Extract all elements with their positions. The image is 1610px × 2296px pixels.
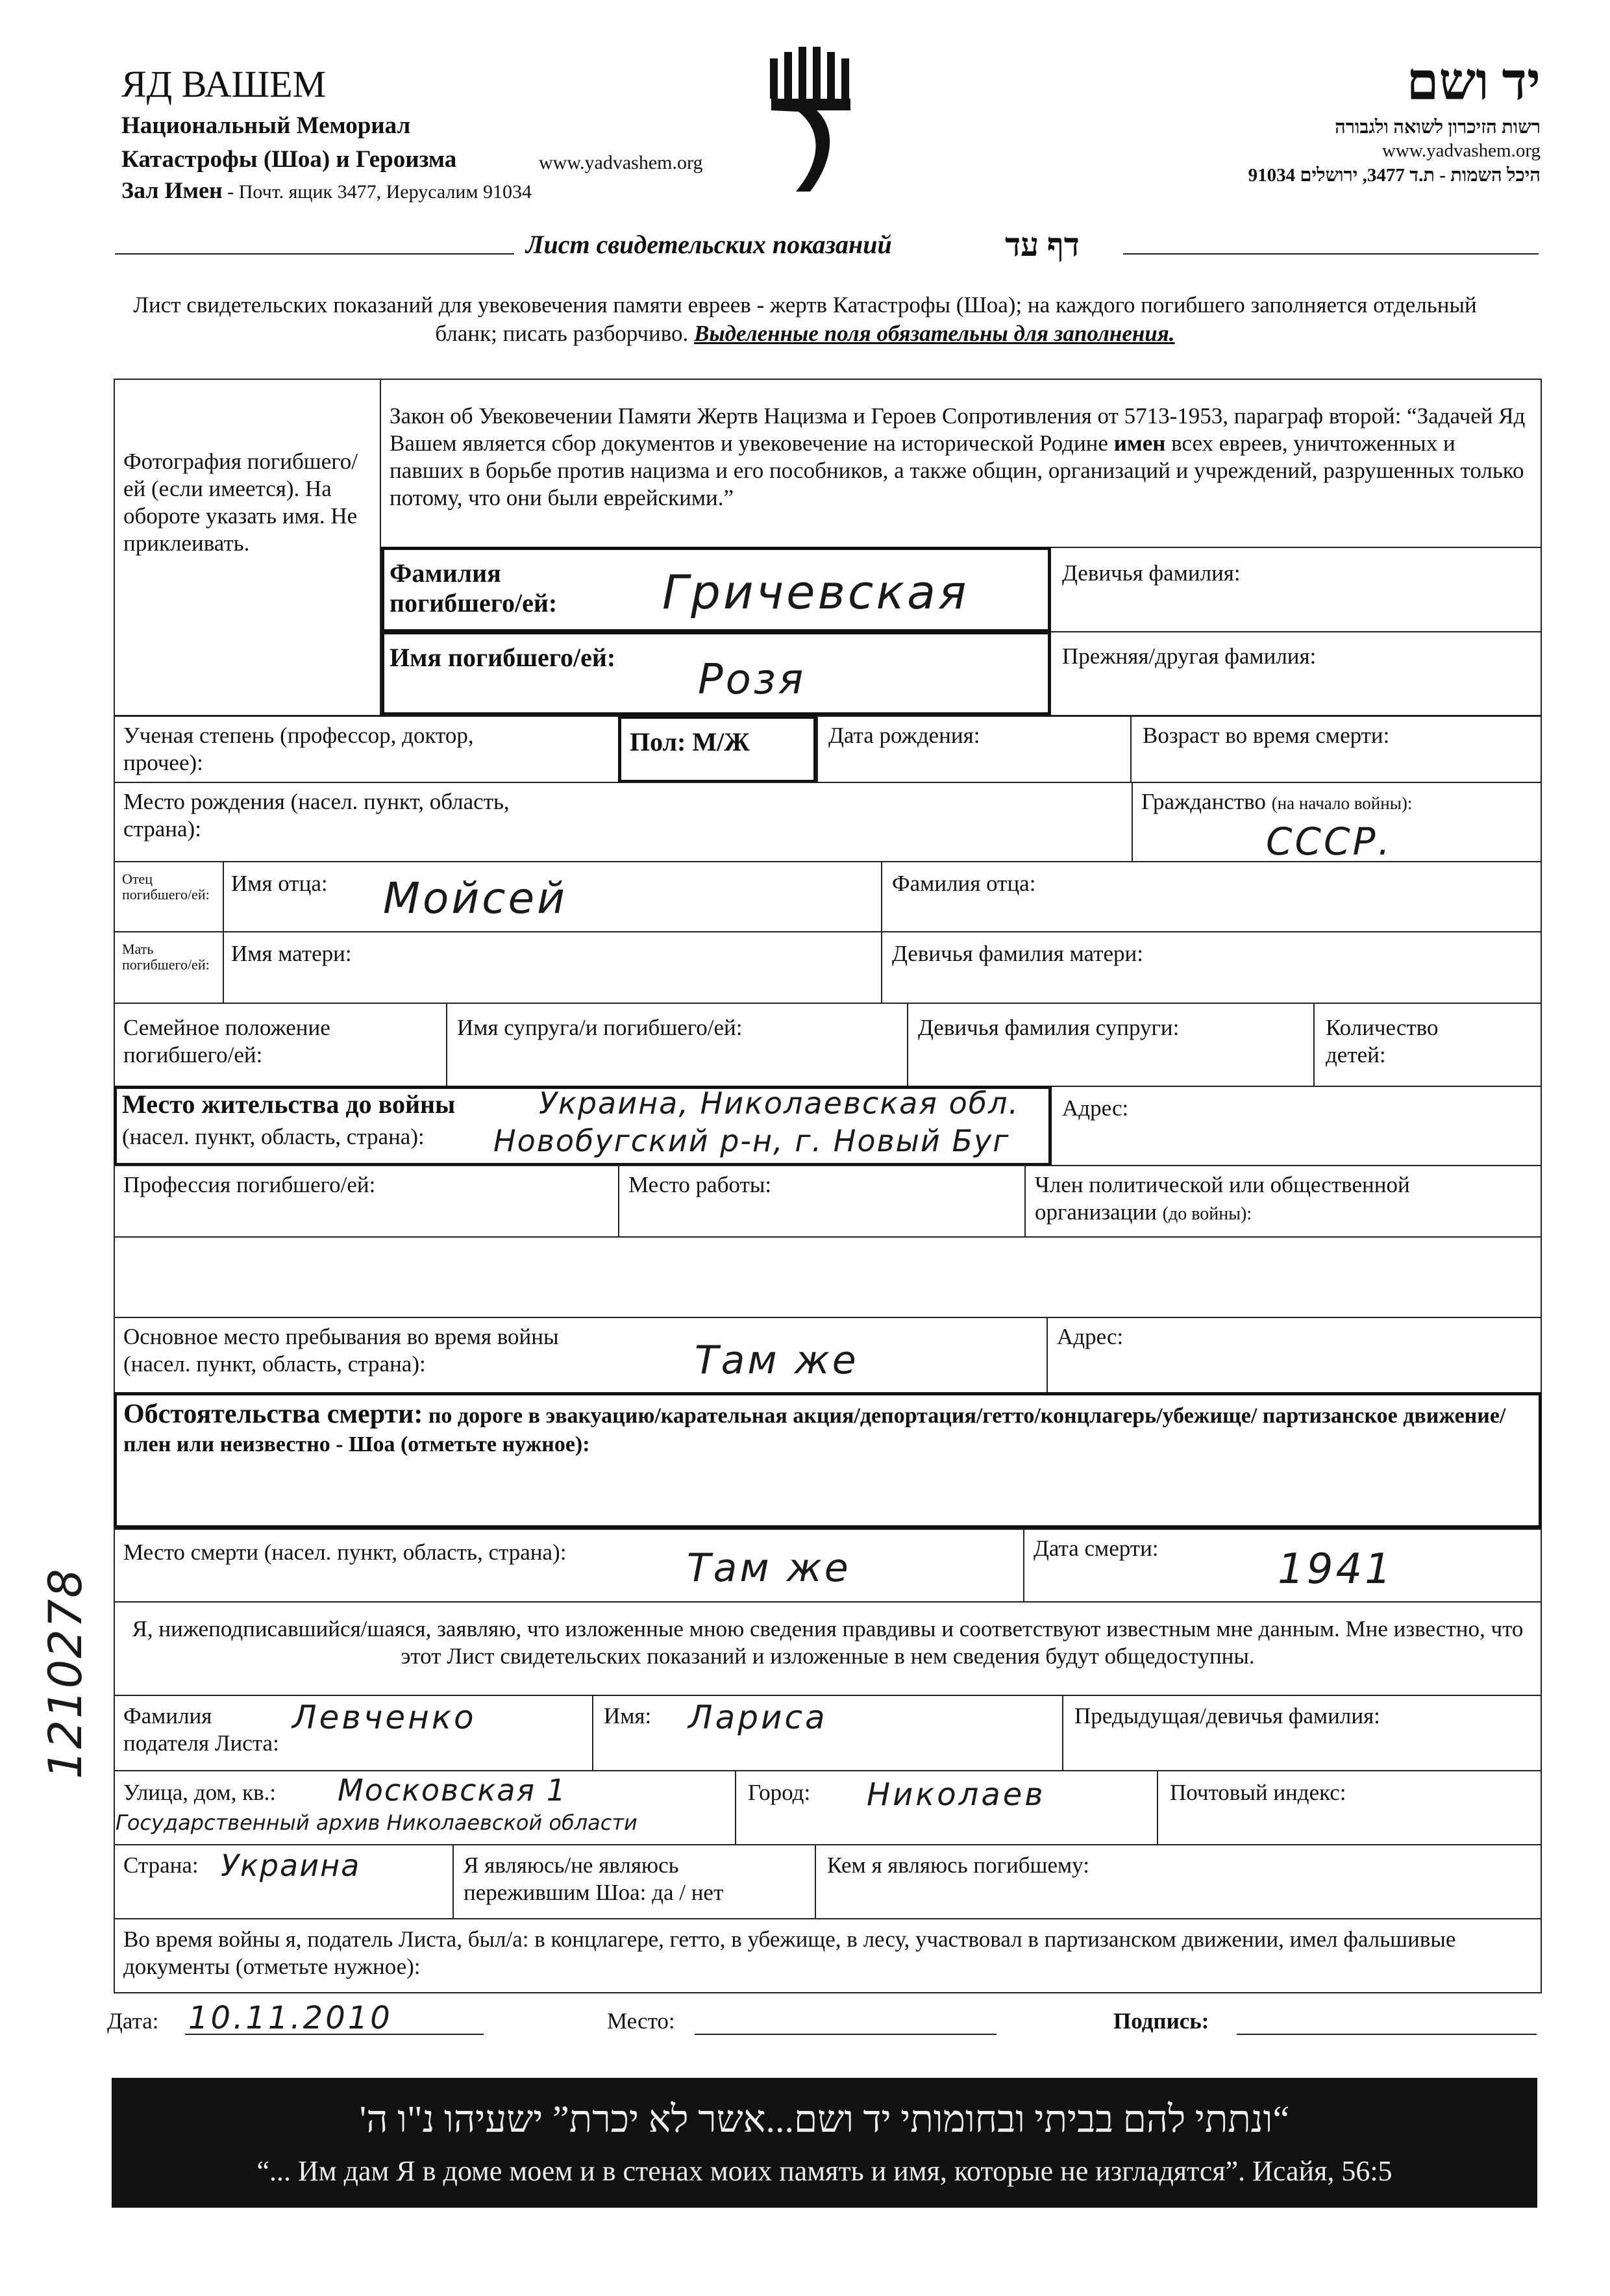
first-name-label: Имя погибшего/ей: [390,643,616,672]
survivor-label: Я являюсь/не являюсь пережившим Шоа: да / нет [464,1853,724,1905]
signature-line [1237,2034,1537,2035]
death-date-value: 1941 [1278,1545,1394,1593]
mother-maiden-label: Девичья фамилия матери: [892,941,1143,966]
submitter-prev-label: Предыдущая/девичья фамилия: [1074,1703,1380,1728]
country-value: Украина [221,1848,361,1883]
submitter-name-value: Лариса [688,1699,828,1736]
birthplace-label: Место рождения (насел. пункт, область, страна): [123,789,510,842]
hall-of-names: Зал Имен [121,177,223,203]
org-name-ru: ЯД ВАШЕМ [121,63,327,105]
citizenship-label-main: Гражданство [1141,789,1266,814]
submitter-surname-label: Фамилия подателя Листа: [123,1703,279,1756]
margin-note: 1210278 [39,1567,92,1779]
declaration-text: Я, нижеподписавшийся/шаяся, заявляю, что изложенные мною сведения правдивы и соответствуют известным мне данным. Мне известно, что этот Лист свидетельских показаний и изложенные в нем сведения будут общедоступны. [132,1616,1524,1669]
death-place-label: Место смерти (насел. пункт, область, страна): [123,1540,567,1565]
degree-label: Ученая степень (профессор, доктор, прочее): [123,723,474,775]
form-title: Лист свидетельских показаний [526,230,892,259]
death-circumstances [123,1400,1526,1459]
workplace-label: Место работы: [628,1172,772,1197]
signature-label: Подпись: [1113,2008,1209,2034]
title-rule-left [115,253,514,255]
member-note: (до войны): [1162,1204,1252,1224]
date-label: Дата: [107,2008,159,2034]
wartime-value: Там же [695,1338,859,1383]
member-label-main: Член политической или общественной организации [1035,1172,1410,1225]
submitter-surname-value: Левченко [292,1699,477,1736]
law-text-1: Закон об Увековечении Памяти Жертв Нацизма и Героев Сопротивления от 5713-1953, параграф второй: “Задачей Яд Вашем является сбор документов и увековечение на исторической Родине [390,403,1526,456]
org-address-ru [121,177,532,204]
death-circ-label: Обстоятельства смерти: [123,1399,423,1429]
residence-label-bold: Место жительства до войны [122,1090,456,1119]
spouse-label: Имя супруга/и погибшего/ей: [457,1015,743,1040]
marital-label: Семейное положение погибшего/ей: [123,1015,330,1067]
first-name-value: Розя [698,656,806,704]
death-circ-options: по дороге в эвакуацию/карательная акция/депортация/гетто/концлагерь/убежище/ партизанское движение/плен или неизвестно - Шоа (отметьте нужное): [123,1404,1506,1456]
org-subtitle-ru-1: Национальный Мемориал [121,112,411,139]
place-label: Место: [607,2008,675,2034]
city-label: Город: [748,1780,811,1805]
address-label: Адрес: [1062,1095,1129,1121]
website-left: www.yadvashem.org [539,152,703,173]
yad-vashem-logo-icon [765,45,862,195]
city-value: Николаев [867,1777,1046,1813]
intro-text [110,291,1500,348]
father-name-value: Мойсей [383,873,568,923]
father-name-label: Имя отца: [231,871,328,896]
org-name-he: יד ושם [1406,54,1541,111]
children-label: Количество детей: [1326,1015,1439,1067]
submitter-name-label: Имя: [604,1703,652,1728]
wartime-self-label: Во время войны я, податель Листа, был/а: в концлагере, гетто, в убежище, в лесу, участвовал в партизанском движении, имел фальшивые документы (отметьте нужное): [123,1927,1456,1979]
street-value-2: Государственный архив Николаевской области [116,1810,638,1835]
law-text-bold: имен [1113,430,1166,456]
surname-value: Гричевская [662,565,969,619]
law-text-2: всех евреев, уничтоженных и павших в борьбе против нацизма и его пособников, а также общин, организаций и учреждений, разрушенных только потому, что они были еврейскими.” [390,430,1524,510]
footer-quote-ru: “... Им дам Я в доме моем и в стенах моих память и имя, которые не изгладятся”. Исайя, 56:5 [256,2155,1393,2187]
footer-quote-he: “ונתתי להם בביתי ובחומותי יד ושם...אשר לא יכרת” ישעיהו נ"ו ה' [359,2098,1290,2140]
profession-label: Профессия погибшего/ей: [123,1172,376,1197]
age-label: Возраст во время смерти: [1143,723,1390,748]
previous-name-label: Прежняя/другая фамилия: [1062,643,1317,669]
street-label: Улица, дом, кв.: [123,1780,277,1805]
maiden-label: Девичья фамилия: [1062,560,1241,586]
law-text [390,403,1532,512]
org-subtitle-ru-2: Катастрофы (Шоа) и Героизма [121,146,457,173]
relation-label: Кем я являюсь погибшему: [827,1853,1089,1878]
place-line [695,2034,997,2035]
citizenship-value: СССР. [1266,819,1393,864]
org-subtitle-he: רשות הזיכרון לשואה ולגבורה [1335,117,1541,138]
residence-label-rest: (насел. пункт, область, страна): [122,1124,425,1149]
member-label [1035,1171,1528,1228]
form-title-he: דף עד [1005,227,1080,263]
zip-label: Почтовый индекс: [1170,1780,1346,1805]
father-surname-label: Фамилия отца: [892,871,1036,896]
blank-row [114,1236,1542,1318]
intro-body: Лист свидетельских показаний для увековечения памяти евреев - жертв Катастрофы (Шоа); на каждого погибшего заполняется отдельный бланк; писать разборчиво. [133,292,1477,346]
surname-label: Фамилия погибшего/ей: [390,558,558,618]
sex-label: Пол: М/Ж [630,727,750,756]
death-date-label: Дата смерти: [1034,1536,1159,1561]
wartime-label: Основное место пребывания во время войны (насел. пункт, область, страна): [123,1324,559,1377]
residence-value-2: Новобугский р-н, г. Новый Буг [493,1123,1010,1158]
org-address-he: היכל השמות - ת.ד 3477, ירושלים 91034 [1248,165,1541,186]
mother-side-label: Мать погибшего/ей: [122,941,210,973]
wartime-address-label: Адрес: [1057,1324,1124,1349]
citizenship-note: (на начало войны): [1271,793,1413,813]
dob-label: Дата рождения: [828,723,980,748]
mother-name-label: Имя матери: [231,941,352,966]
residence-value-1: Украина, Николаевская обл. [539,1086,1020,1121]
website-right: www.yadvashem.org [1381,140,1541,161]
spouse-maiden-label: Девичья фамилия супруги: [918,1015,1180,1040]
country-label: Страна: [123,1853,199,1878]
street-value-1: Московская 1 [338,1773,567,1808]
submitter-name-cell [592,1695,1063,1771]
photo-label: Фотография погибшего/ей (если имеется). На обороте указать имя. Не приклеивать. [123,449,358,556]
intro-emphasis: Выделенные поля обязательны для заполнения. [694,321,1175,346]
death-place-value: Там же [687,1545,851,1591]
title-rule-right [1123,253,1539,255]
po-box: - Почт. ящик 3477, Иерусалим 91034 [222,181,532,203]
father-side-label: Отец погибшего/ей: [122,871,210,903]
date-value: 10.11.2010 [188,2000,393,2036]
citizenship-label [1141,788,1412,817]
footer-quote-bar [112,2078,1537,2208]
